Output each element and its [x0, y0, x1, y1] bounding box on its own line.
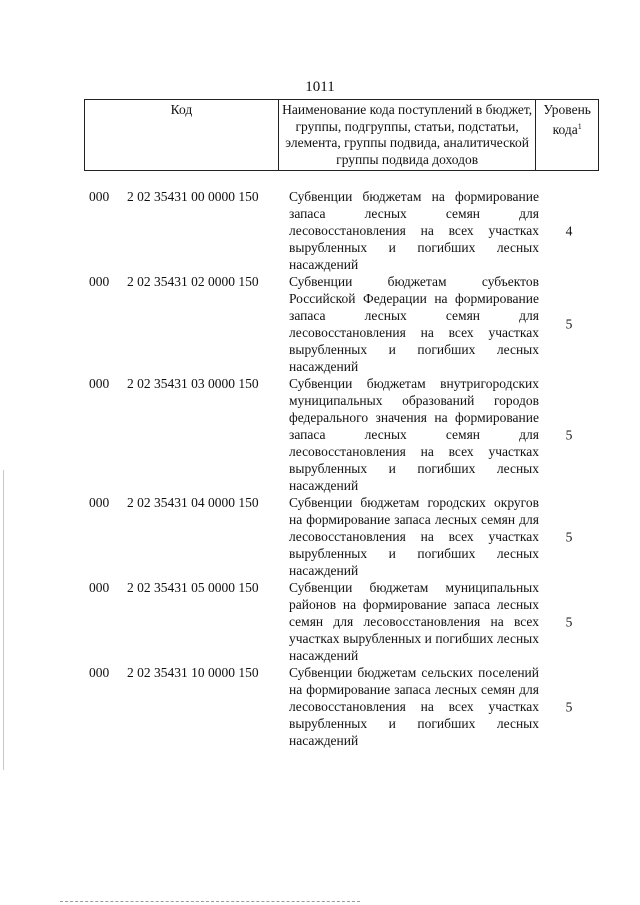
row-prefix: 000 — [89, 274, 110, 289]
table-header — [84, 99, 599, 171]
scan-bottom-mark — [60, 901, 360, 903]
row-name: Субвенции бюджетам муниципальных районов на формирование запаса лесных семян для лесовосстановления на всех участках вырубленных и погибших лесных насаждений — [289, 580, 539, 663]
row-level: 4 — [565, 223, 573, 238]
scan-edge-line — [3, 470, 4, 770]
table-row — [84, 494, 599, 579]
table-row — [84, 579, 599, 664]
row-level: 5 — [565, 529, 573, 544]
row-name: Субвенции бюджетам городских округов на формирование запаса лесных семян для лесовосстановления на всех участках вырубленных и погибших лесных насаждений — [289, 495, 539, 578]
header-level — [536, 100, 599, 171]
row-prefix: 000 — [89, 495, 110, 510]
header-name: Наименование кода поступлений в бюджет, группы, подгруппы, статьи, подстатьи, элемента, группы подвида, аналитической группы подвида доходов — [278, 100, 536, 171]
row-prefix: 000 — [89, 580, 110, 595]
table-row — [84, 375, 599, 494]
row-code: 2 02 35431 03 0000 150 — [127, 376, 259, 391]
table-row — [84, 273, 599, 375]
row-level: 5 — [565, 699, 573, 714]
header-level-label: Уровень кода — [543, 102, 591, 137]
row-name: Субвенции бюджетам сельских поселений на формирование запаса лесных семян для лесовосстановления на всех участках вырубленных и погибших лесных насаждений — [289, 665, 539, 748]
table-row — [84, 188, 599, 273]
page-number: 1011 — [305, 79, 335, 95]
row-code: 2 02 35431 00 0000 150 — [127, 189, 259, 204]
table-row — [84, 664, 599, 749]
row-level: 5 — [565, 316, 573, 332]
footnote-marker: 1 — [577, 121, 582, 131]
row-code: 2 02 35431 10 0000 150 — [127, 665, 259, 680]
row-level: 5 — [565, 614, 573, 629]
header-code: Код — [85, 100, 279, 171]
row-name: Субвенции бюджетам внутригородских муниципальных образований городов федерального значения на формирование запаса лесных семян для лесовосстановления на всех участках вырубленных и погибших лесных насаждений — [289, 376, 539, 493]
row-code: 2 02 35431 02 0000 150 — [127, 274, 259, 289]
row-code: 2 02 35431 04 0000 150 — [127, 495, 259, 510]
row-code: 2 02 35431 05 0000 150 — [127, 580, 259, 595]
row-prefix: 000 — [89, 189, 110, 204]
row-name: Субвенции бюджетам субъектов Российской Федерации на формирование запаса лесных семян для лесовосстановления на всех участках вырубленных и погибших лесных насаждений — [289, 274, 539, 374]
row-level: 5 — [565, 427, 573, 442]
table-body — [84, 188, 599, 749]
row-name: Субвенции бюджетам на формирование запаса лесных семян для лесовосстановления на всех участках вырубленных и погибших лесных насаждений — [289, 189, 539, 272]
row-prefix: 000 — [89, 376, 110, 391]
row-prefix: 000 — [89, 665, 110, 680]
